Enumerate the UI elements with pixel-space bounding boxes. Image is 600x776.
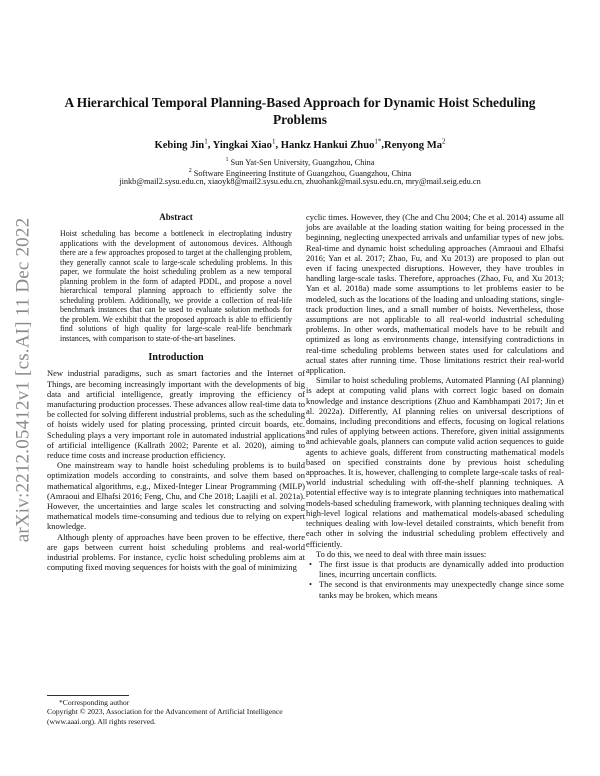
author-name: Kebing Jin$^1$ (154, 137, 208, 151)
list-item: • The second is that environments may unexpectedly change since some tanks may be broken, which means (306, 579, 564, 599)
copyright-notice: Copyright © 2023, Association for the Advancement of Artificial Intelligence (www.aaai.org). All rights reserved. (47, 707, 283, 726)
footnotes (47, 698, 305, 726)
corresponding-author-note: *Corresponding author (59, 698, 130, 707)
footnote-divider (47, 695, 129, 696)
arxiv-identifier: arXiv:2212.05412v1 [cs.AI] 11 Dec 2022 (12, 217, 33, 543)
paragraph: Although plenty of approaches have been proven to be effective, there are gaps between current hoist scheduling problems and real-world industrial problems. For instance, cyclic hoist scheduling problems aim at computing fixed moving sequences for hoists with the goal of minimizing (47, 531, 305, 573)
affiliation: $^1$ Sun Yat-Sen University, Guangzhou, China (225, 157, 375, 167)
paragraph: New industrial paradigms, such as smart factories and the Internet of Things, are becoming increasingly important with the developments of big data and artificial intelligence, greatly improving the efficiency of manufacturing production processes. These advances allow real-time data to be collected for solving different industrial problems, such as the scheduling of hoists widely used for plating processing, printed circuit boards, etc. Scheduling plays a very important role in automated industrial applications of artificial intelligence (Kallrath 2002; Parente et al. 2020), aiming to reduce time costs and increase production efficiency. (47, 368, 305, 461)
paragraph: Similar to hoist scheduling problems, Automated Planning (AI planning) is adept at computing valid plans with correct logic based on domain knowledge and instance descriptions (Zhuo and Kambhampati 2017; Jin et al. 2022a). Differently, AI planning relies on universal descriptions of domains, including preconditions and effects, focusing on logical relations and rules of applying between actions. Therefore, given initial assignments and achievable goals, planners can compute valid action sequences to guide agents to achieve goals, different from constructing mathematical models based on specified constraints done by previous hoist scheduling approaches. It is, however, challenging to complete large-scale tasks of real-world industrial scheduling with off-the-shelf planning techniques. A potential effective way is to integrate planning techniques into mathematical models-based scheduling framework, with planning techniques dealing with high-level logical relations and mathematical models-abased scheduling techniques dealing with low-level detailed constraints, which benefit from each other in solving the industrial scheduling problem effectively and efficiently. (306, 375, 564, 549)
abstract-body (47, 229, 305, 343)
author-name: Hankz Hankui Zhuo$^{1*}$ (280, 137, 382, 151)
paragraph: cyclic times. However, they (Che and Chu 2004; Che et al. 2014) assume all jobs are available at the loading station waiting for being processed in the beginning, neglecting unexpected arrivals and unfamiliar types of new jobs. Real-time and dynamic hoist scheduling approaches (Amraoui and Elhafsi 2016; Yan et al. 2017; Zhao, Fu, and Xu 2013) are proposed to plan out even if facing unexpected disruptions. However, they have troubles in handling large-scale tasks. Therefore, approaches (Zhao, Fu, and Xu 2013; Yan et al. 2018a) made some assumptions to let problems easier to be modeled, such as the locations of the loading and unloading stations, single-track production lines, and a small number of hoists. Nevertheless, those assumptions are not applicable to all real-world industrial scheduling problems. In other words, mathematical models have to be rebuilt and optimized as long as environments change, intensifying contradictions in real-time scheduling problems between states used for calculations and actual states after running time. Those limitations restrict their real-world application. (306, 212, 564, 376)
paragraph: To do this, we need to deal with three main issues: (316, 548, 487, 559)
abstract-text: Hoist scheduling has become a bottleneck in electroplating industry applications with the development of autonomous devices. Although there are a few approaches proposed to target at the challenging problem, they generally cannot scale to large-scale scheduling problems. In this paper, we formulate the hoist scheduling problem as a new temporal planning problem in the form of adapted PDDL, and propose a novel hierarchical temporal planning approach to efficiently solve the scheduling problem. Additionally, we provide a collection of real-life benchmark instances that can be used to evaluate solution methods for the problem. We exhibit that the proposed approach is able to efficiently find solutions of high quality for large-scale real-life benchmark instances, with comparison to state-of-the-art baselines. (60, 229, 292, 343)
author-name: Yingkai Xiao$^1$ (212, 137, 276, 151)
introduction-heading: Introduction (148, 352, 204, 364)
left-column (47, 212, 305, 572)
author-emails: jinkb@mail2.sysu.edu.cn, xiaoyk8@mail2.sysu.edu.cn, zhuohank@mail.sysu.edu.cn, mry@mail.seig.edu.cn (119, 177, 481, 186)
affiliation: $^2$ Software Engineering Institute of Guangzhou, Guangzhou, China (188, 168, 412, 178)
author-name: Renyong Ma$^2$ (384, 137, 446, 151)
issue-list (306, 559, 564, 600)
paper-title: A Hierarchical Temporal Planning-Based Approach for Dynamic Hoist Scheduling Problems (64, 95, 536, 127)
abstract-heading: Abstract (159, 212, 193, 222)
right-column (306, 212, 564, 600)
list-item: • The first issue is that products are dynamically added into production lines, incurring uncertain conflicts. (306, 559, 564, 579)
paragraph: One mainstream way to handle hoist scheduling problems is to build optimization models according to constraints, and solve them based on mathematical algorithms, e.g., Mixed-Integer Linear Programming (MILP) (Amraoui and Elhafsi 2016; Feng, Chu, and Che 2018; Laajili et al. 2021a). However, the uncertainties and large scales let constructing and solving mathematical models time-consuming and tedious due to relying on expert knowledge. (47, 460, 305, 532)
arxiv-stamp (6, 200, 40, 560)
author-list: Kebing Jin$^1$, Yingkai Xiao$^1$, Hankz Hankui Zhuo$^{1*}$,Renyong Ma$^2$ (154, 137, 446, 151)
